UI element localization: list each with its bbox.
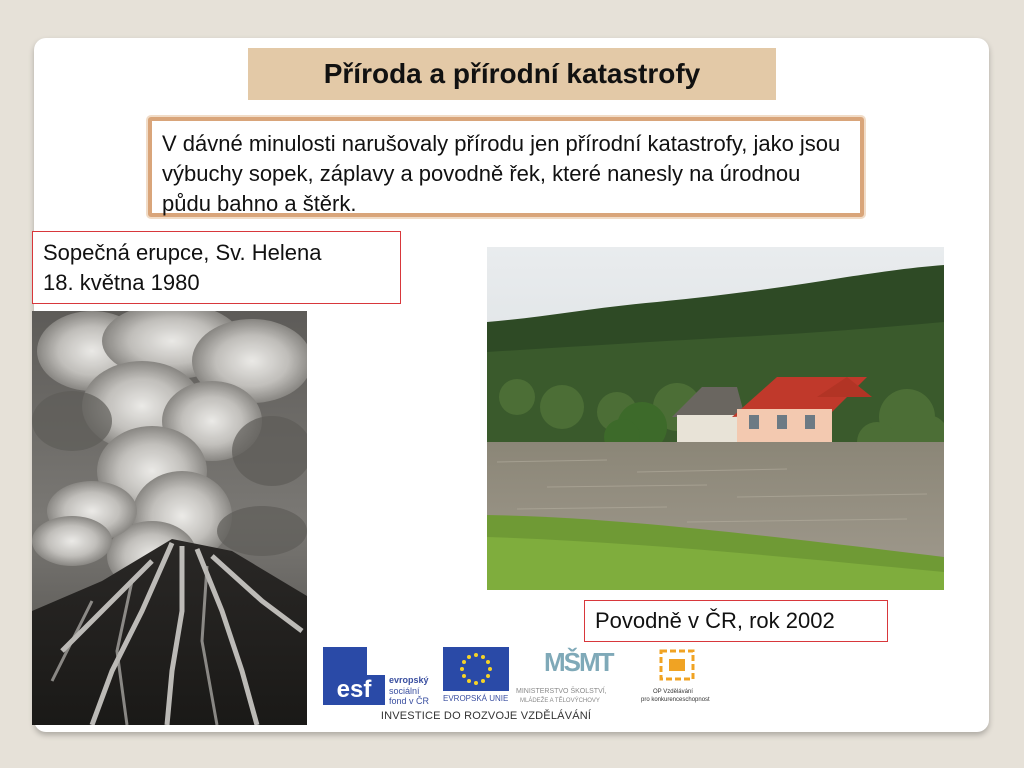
esf-logo [321, 647, 441, 705]
funding-logos [321, 643, 721, 731]
flood-caption [584, 600, 888, 642]
slide-title [248, 48, 776, 100]
msmt-text-2: MLÁDEŽE A TĚLOVÝCHOVY [520, 698, 600, 704]
flood-caption-text: Povodně v ČR, rok 2002 [595, 608, 835, 633]
investment-tagline: INVESTICE DO ROZVOJE VZDĚLÁVÁNÍ [380, 710, 592, 722]
flood-photo [487, 247, 944, 590]
esf-flag [323, 647, 367, 675]
esf-text-2: sociální [389, 686, 420, 696]
volcano-eruption-photo [32, 311, 307, 725]
op-text-1: OP Vzdělávání [653, 689, 693, 695]
msmt-text-1: MINISTERSTVO ŠKOLSTVÍ, [516, 688, 607, 695]
esf-text-3: fond v ČR [389, 696, 430, 706]
op-logo [639, 647, 719, 705]
eu-label: EVROPSKÁ UNIE [443, 694, 509, 703]
volcano-caption-line2: 18. května 1980 [43, 270, 200, 295]
intro-text: V dávné minulosti narušovaly přírodu jen přírodní katastrofy, jako jsou výbuchy sopek, záplavy a povodně řek, které nanesly na úrodnou půdu bahno a štěrk. [162, 131, 841, 216]
volcano-caption [32, 231, 401, 304]
intro-text-box [148, 117, 864, 217]
esf-text-1: evropský [389, 675, 429, 685]
volcano-caption-line1: Sopečná erupce, Sv. Helena [43, 240, 322, 265]
msmt-logo [514, 647, 634, 705]
slide-title-text: Příroda a přírodní katastrofy [323, 58, 701, 89]
eu-flag-icon [443, 647, 509, 691]
op-text-2: pro konkurenceschopnost [641, 697, 710, 703]
esf-mark: esf [323, 675, 385, 705]
op-emblem-icon [657, 647, 697, 683]
eu-logo [443, 647, 509, 705]
msmt-mark: MŠMT [544, 647, 613, 677]
